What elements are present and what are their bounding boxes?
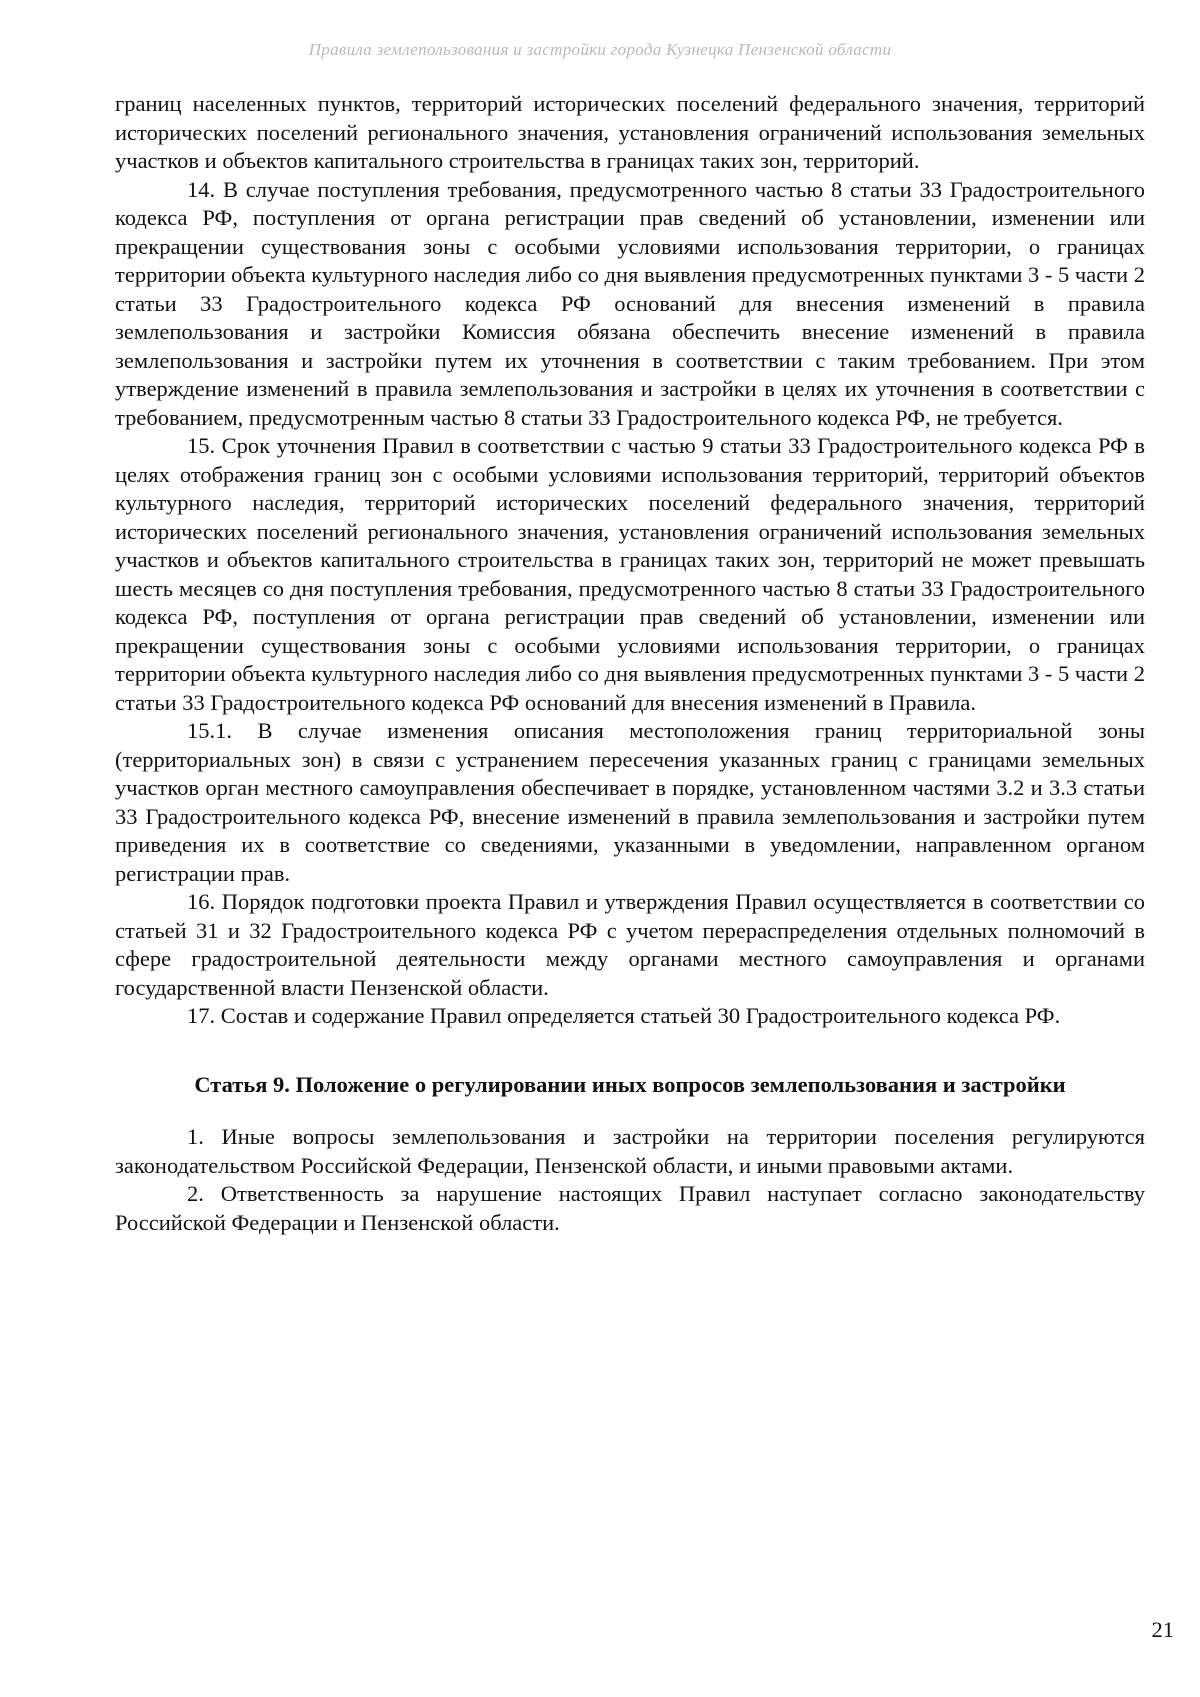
article-9-paragraph-1: 1. Иные вопросы землепользования и застройки на территории поселения регулируются законодательством Российской Федерации, Пензенской области, и иными правовыми актами. bbox=[115, 1124, 1145, 1178]
document-body bbox=[115, 90, 1145, 1237]
paragraph-16: 16. Порядок подготовки проекта Правил и утверждения Правил осуществляется в соответствии со статьей 31 и 32 Градостроительного кодекса РФ с учетом перераспределения отдельных полномочий в сфере градостроительной деятельности между органами местного самоуправления и органами государственной власти Пензенской области. bbox=[115, 889, 1145, 1000]
article-9-heading: Статья 9. Положение о регулировании иных вопросов землепользования и застройки bbox=[194, 1071, 1066, 1097]
article-9-paragraph-2: 2. Ответственность за нарушение настоящих Правил наступает согласно законодательству Российской Федерации и Пензенской области. bbox=[115, 1181, 1145, 1235]
paragraph-continuation: границ населенных пунктов, территорий исторических поселений федерального значения, территорий исторических поселений регионального значения, установления ограничений использования земельных участков и объектов капитального строительства в границах таких зон, территорий. bbox=[115, 91, 1145, 173]
paragraph-17: 17. Состав и содержание Правил определяется статьей 30 Градостроительного кодекса РФ. bbox=[187, 1003, 1061, 1028]
paragraph-15-1: 15.1. В случае изменения описания местоположения границ территориальной зоны (территориальных зон) в связи с устранением пересечения указанных границ с границами земельных участков орган местного самоуправления обеспечивает в порядке, установленном частями 3.2 и 3.3 статьи 33 Градостроительного кодекса РФ, внесение изменений в правила землепользования и застройки путем приведения их в соответствие со сведениями, указанными в уведомлении, направленном органом регистрации прав. bbox=[115, 718, 1145, 886]
page-number: 21 bbox=[1151, 1617, 1174, 1642]
paragraph-14: 14. В случае поступления требования, предусмотренного частью 8 статьи 33 Градостроительного кодекса РФ, поступления от органа регистрации прав сведений об установлении, изменении или прекращении существования зоны с особыми условиями использования территории, о границах территории объекта культурного наследия либо со дня выявления предусмотренных пунктами 3 - 5 части 2 статьи 33 Градостроительного кодекса РФ оснований для внесения изменений в правила землепользования и застройки Комиссия обязана обеспечить внесение изменений в правила землепользования и застройки путем их уточнения в соответствии с таким требованием. При этом утверждение изменений в правила землепользования и застройки в целях их уточнения в соответствии с требованием, предусмотренным частью 8 статьи 33 Градостроительного кодекса РФ, не требуется. bbox=[115, 176, 1145, 430]
running-header: Правила землепользования и застройки города Кузнецка Пензенской области bbox=[308, 40, 892, 59]
paragraph-15: 15. Срок уточнения Правил в соответствии с частью 9 статьи 33 Градостроительного кодекса РФ в целях отображения границ зон с особыми условиями использования территорий, территорий объектов культурного наследия, территорий исторических поселений федерального значения, территорий исторических поселений регионального значения, установления ограничений использования земельных участков и объектов капитального строительства в границах таких зон, территорий не может превышать шесть месяцев со дня поступления требования, предусмотренного частью 8 статьи 33 Градостроительного кодекса РФ, поступления от органа регистрации прав сведений об установлении, изменении или прекращении существования зоны с особыми условиями использования территории, о границах территории объекта культурного наследия либо со дня выявления предусмотренных пунктами 3 - 5 части 2 статьи 33 Градостроительного кодекса РФ оснований для внесения изменений в Правила. bbox=[115, 433, 1145, 715]
